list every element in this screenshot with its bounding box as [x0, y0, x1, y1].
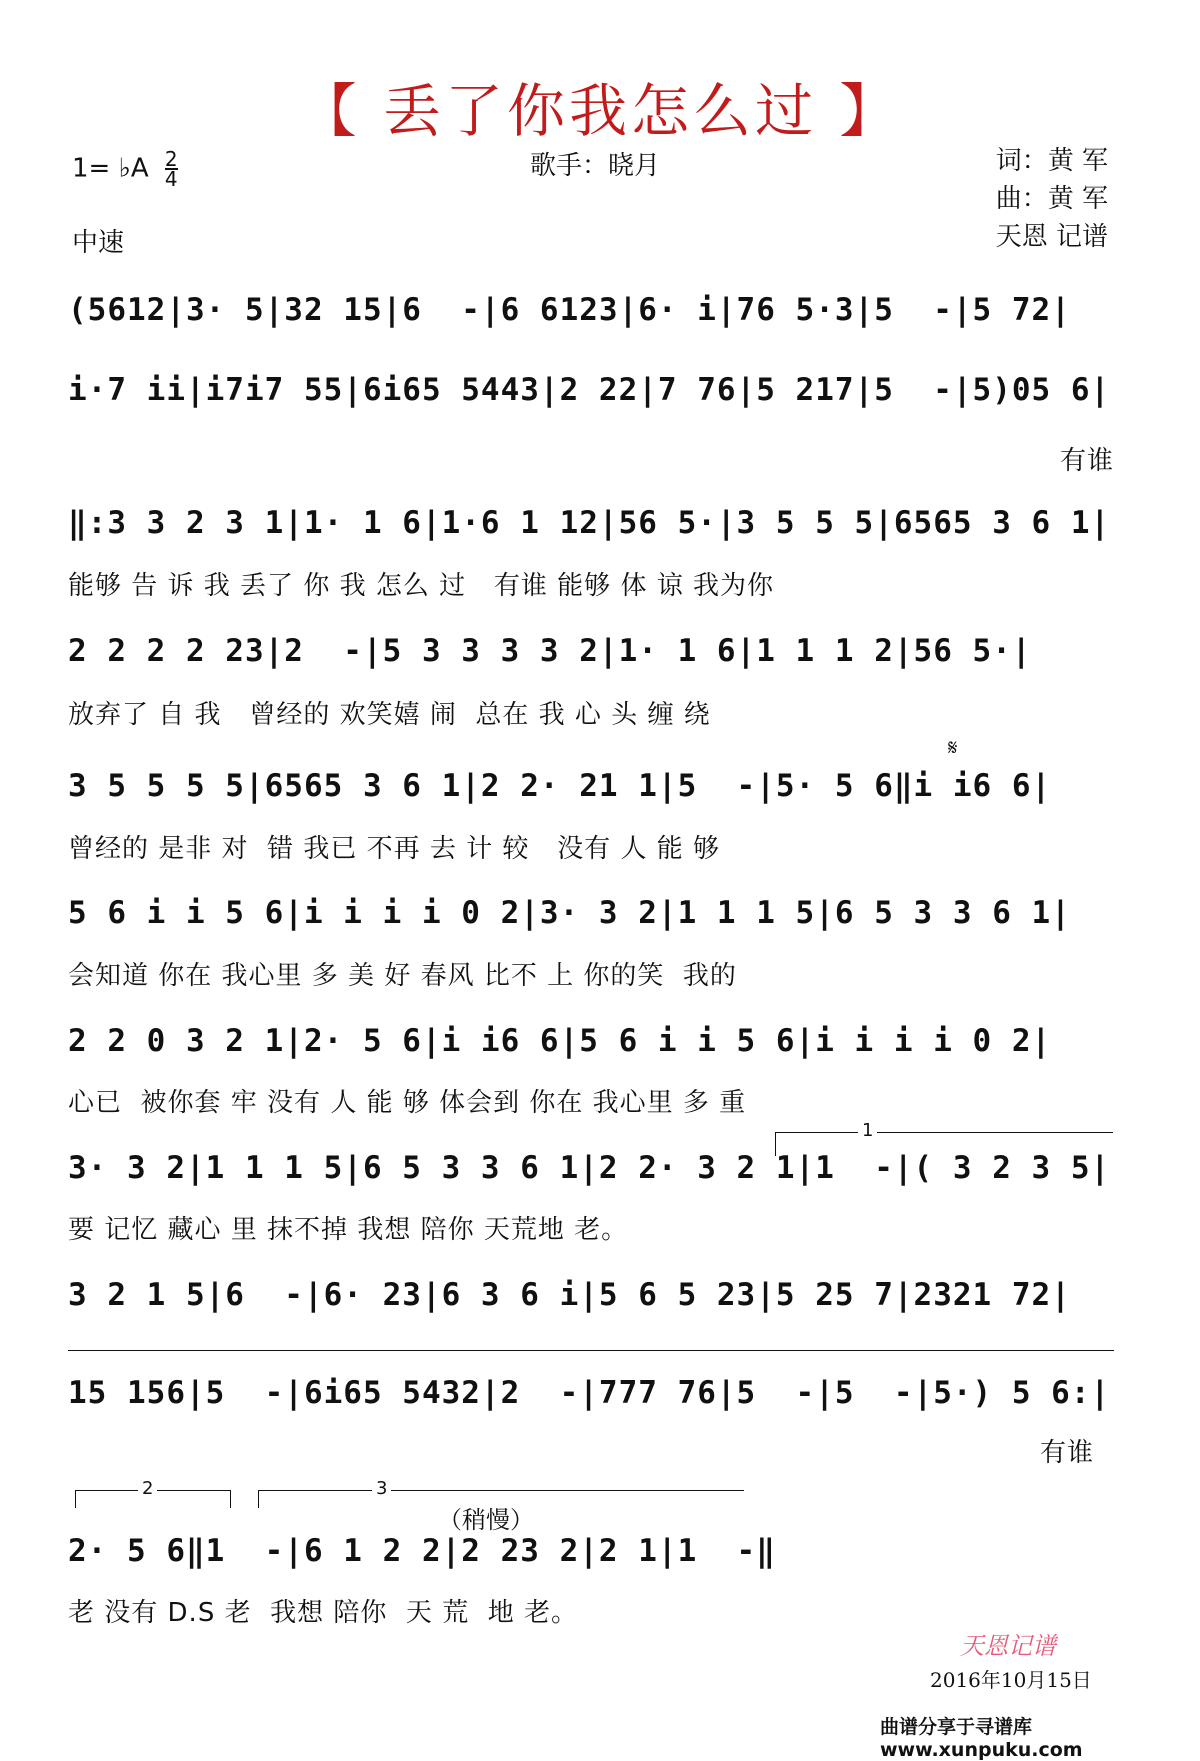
- third-ending-bracket-left: [258, 1490, 259, 1508]
- lyricist-credit: 词：黄 军: [995, 146, 1108, 176]
- lyric-line-6: 会知道 你在 我心里 多 美 好 春风 比不 上 你的笑 我的: [68, 961, 737, 991]
- notation-line-10: 15 156|5 -|6i65 5432|2 -|777 76|5 -|5 -|5·) 5 6:|: [68, 1375, 1111, 1411]
- song-title: 【 丢了你我怎么过 】: [298, 77, 902, 145]
- lyric-line-10: 有谁: [1040, 1438, 1095, 1468]
- notation-line-1: (5612|3· 5|32 15|6 -|6 6123|6· i|76 5·3|5 -|5 72|: [68, 292, 1071, 328]
- lyric-line-11: 老 没有 D.S 老 我想 陪你 天 荒 地 老。: [68, 1598, 578, 1628]
- singer-credit: 歌手：晓月: [530, 151, 661, 181]
- transcription-date: 2016年10月15日: [930, 1668, 1092, 1692]
- time-signature: [164, 147, 178, 191]
- notation-line-8: 3· 3 2|1 1 1 5|6 5 3 3 6 1|2 2· 3 2 1|1 -|( 3 2 3 5|: [68, 1150, 1111, 1186]
- notation-line-3: ‖:3 3 2 3 1|1· 1 6|1·6 1 12|56 5·|3 5 5 5|6565 3 6 1|: [68, 505, 1111, 541]
- second-ending-bracket-right: [230, 1490, 231, 1508]
- notation-line-6: 5 6 i i 5 6|i i i i 0 2|3· 3 2|1 1 1 5|6 5 3 3 6 1|: [68, 895, 1071, 931]
- lyric-line-4: 放弃了 自 我 曾经的 欢笑嬉 闹 总在 我 心 头 缠 绕: [68, 700, 711, 730]
- lyric-line-5: 曾经的 是非 对 错 我已 不再 去 计 较 没有 人 能 够: [68, 834, 720, 864]
- segno-sign: 𝄋: [948, 736, 958, 761]
- third-ending-bracket: [258, 1490, 744, 1491]
- tempo-slower-marking: （稍慢）: [438, 1506, 534, 1534]
- credits-block: [996, 142, 1108, 256]
- lyric-line-7: 心已 被你套 牢 没有 人 能 够 体会到 你在 我心里 多 重: [68, 1088, 747, 1118]
- third-ending-label: 3: [372, 1478, 391, 1499]
- first-ending-bracket: [775, 1132, 1113, 1133]
- lyric-line-2: 有谁: [1060, 446, 1115, 476]
- notation-line-5: 3 5 5 5 5|6565 3 6 1|2 2· 21 1|5 -|5· 5 6‖i i6 6|: [68, 768, 1052, 804]
- second-ending-bracket-left: [75, 1490, 76, 1508]
- site-footer: 曲谱分享于寻谱库 www.xunpuku.com: [880, 1716, 1083, 1761]
- second-ending-label: 2: [138, 1478, 157, 1499]
- key-label: 1= ♭A: [72, 153, 149, 184]
- time-sig-bottom: 4: [164, 167, 178, 191]
- lyric-line-3: 能够 告 诉 我 丢了 你 我 怎么 过 有谁 能够 体 谅 我为你: [68, 571, 774, 601]
- section-bracket-line: [68, 1350, 1114, 1351]
- transcriber-credit: 天恩 记谱: [995, 222, 1108, 252]
- key-signature: [72, 147, 178, 191]
- composer-credit: 曲：黄 军: [995, 184, 1108, 214]
- time-sig-top: 2: [164, 147, 178, 171]
- first-ending-label: 1: [858, 1120, 877, 1141]
- lyric-line-8: 要 记忆 藏心 里 抹不掉 我想 陪你 天荒地 老。: [68, 1215, 629, 1245]
- notation-line-11: 2· 5 6‖1 -|6 1 2 2|2 23 2|2 1|1 -‖: [68, 1533, 776, 1569]
- notation-line-7: 2 2 0 3 2 1|2· 5 6|i i6 6|5 6 i i 5 6|i i i i 0 2|: [68, 1023, 1052, 1059]
- tempo-marking: 中速: [72, 228, 125, 258]
- notation-line-2: i·7 ii|i7i7 55|6i65 5443|2 22|7 76|5 217|5 -|5)05 6|: [68, 372, 1111, 408]
- notation-line-9: 3 2 1 5|6 -|6· 23|6 3 6 i|5 6 5 23|5 25 7|2321 72|: [68, 1277, 1071, 1313]
- notation-line-4: 2 2 2 2 23|2 -|5 3 3 3 3 2|1· 1 6|1 1 1 2|56 5·|: [68, 633, 1032, 669]
- watermark-stamp: 天恩记谱: [960, 1632, 1056, 1660]
